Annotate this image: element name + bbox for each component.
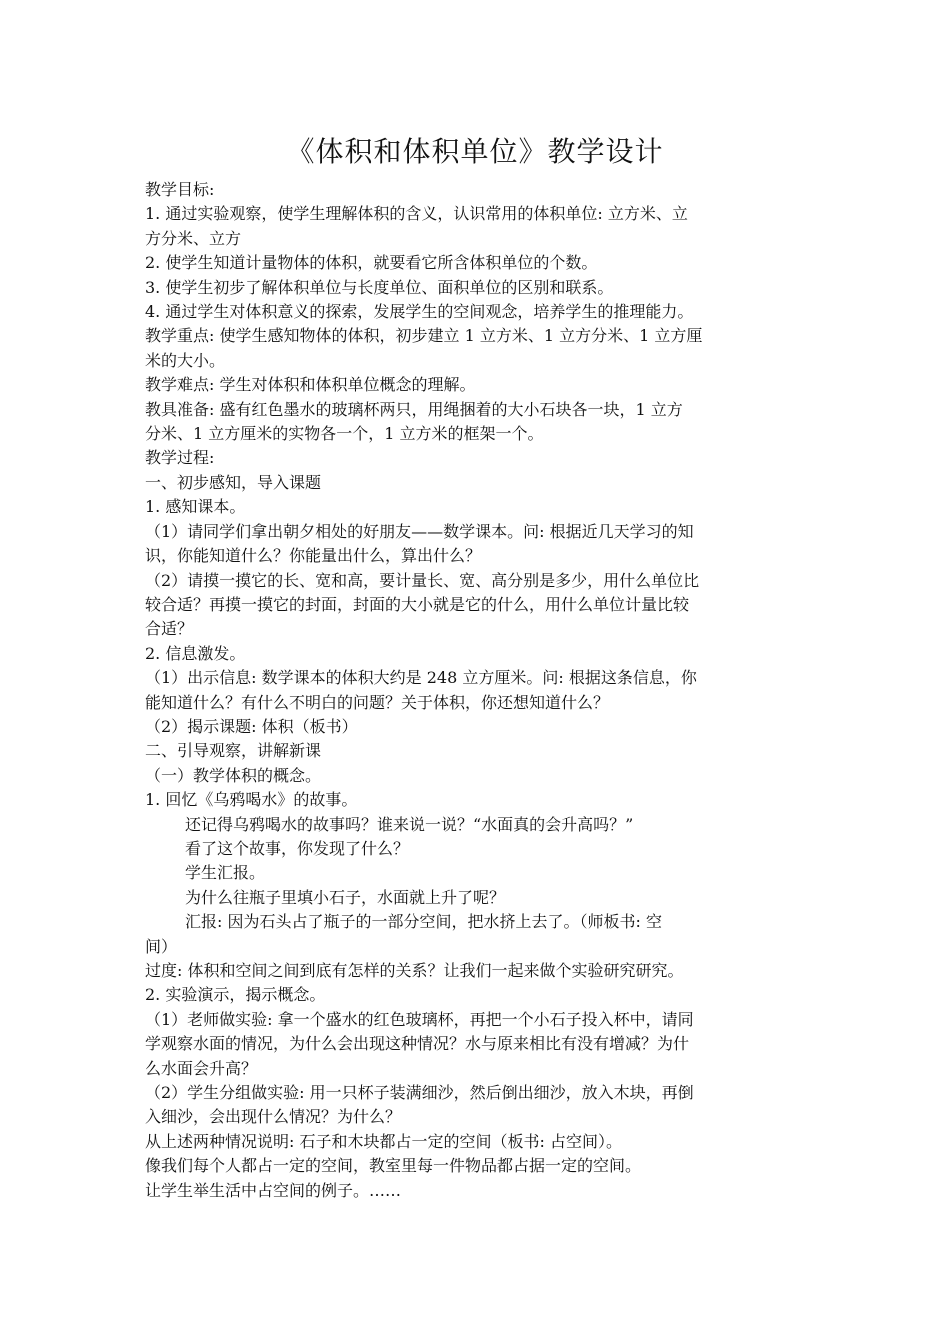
objective-3: 3. 使学生初步了解体积单位与长度单位、面积单位的区别和联系。 xyxy=(145,277,614,297)
step-2-item-2: （2）揭示课题: 体积（板书） xyxy=(145,716,358,736)
story-question: 还记得乌鸦喝水的故事吗？谁来说一说？“水面真的会升高吗？” xyxy=(185,814,634,834)
objective-1-line-1: 1. 通过实验观察，使学生理解体积的含义，认识常用的体积单位: 立方米、立 xyxy=(145,204,688,224)
heading-objectives: 教学目标: xyxy=(145,180,215,199)
step-2-item-1-line-1: （1）出示信息: 数学课本的体积大约是 248 立方厘米。问: 根据这条信息，你 xyxy=(145,668,697,688)
experiment-1-line-1: （1）老师做实验: 拿一个盛水的红色玻璃杯，再把一个小石子投入杯中，请同 xyxy=(145,1009,694,1029)
conclusion: 从上述两种情况说明: 石子和木块都占一定的空间（板书: 占空间）。 xyxy=(145,1131,622,1151)
objective-2: 2. 使学生知道计量物体的体积，就要看它所含体积单位的个数。 xyxy=(145,253,598,273)
student-report: 学生汇报。 xyxy=(185,863,266,883)
experiment-1-line-2: 学观察水面的情况，为什么会出现这种情况？水与原来相比有没有增减？为什 xyxy=(145,1034,690,1054)
key-points-line-2: 米的大小。 xyxy=(145,350,226,370)
report-line-1: 汇报: 因为石头占了瓶子的一部分空间，把水挤上去了。（师板书: 空 xyxy=(185,912,662,932)
example-prompt: 让学生举生活中占空间的例子。…… xyxy=(145,1180,402,1200)
transition: 过度: 体积和空间之间到底有怎样的关系？让我们一起来做个实验研究研究。 xyxy=(145,961,684,980)
step-1-item-1-line-1: （1）请同学们拿出朝夕相处的好朋友——数学课本。问: 根据近几天学习的知 xyxy=(145,521,694,541)
step-2-heading: 2. 信息激发。 xyxy=(145,643,246,663)
experiment-2-line-2: 入细沙，会出现什么情况？为什么？ xyxy=(145,1107,402,1127)
experiment-2-line-1: （2）学生分组做实验: 用一只杯子装满细沙，然后倒出细沙，放入木块，再倒 xyxy=(145,1083,694,1103)
step-1-item-2-line-3: 合适？ xyxy=(145,619,194,639)
section-2-heading: 二、引导观察，讲解新课 xyxy=(145,741,322,761)
key-points-line-1: 教学重点: 使学生感知物体的体积，初步建立 1 立方米、1 立方分米、1 立方厘 xyxy=(145,326,703,346)
step-1-item-1-line-2: 识，你能知道什么？你能量出什么，算出什么？ xyxy=(145,546,482,566)
step-1-item-2-line-1: （2）请摸一摸它的长、宽和高，要计量长、宽、高分别是多少，用什么单位比 xyxy=(145,570,700,590)
section-1-heading: 一、初步感知，导入课题 xyxy=(145,472,322,492)
step-2-item-1-line-2: 能知道什么？有什么不明白的问题？关于体积，你还想知道什么？ xyxy=(145,692,610,712)
story-discovery: 看了这个故事，你发现了什么？ xyxy=(185,838,410,858)
story-heading: 1. 回忆《乌鸦喝水》的故事。 xyxy=(145,790,358,810)
experiment-heading: 2. 实验演示，揭示概念。 xyxy=(145,985,326,1005)
difficulties: 教学难点: 学生对体积和体积单位概念的理解。 xyxy=(145,375,476,395)
why-question: 为什么往瓶子里填小石子，水面就上升了呢？ xyxy=(185,887,506,907)
document-body xyxy=(145,178,809,1203)
materials-line-1: 教具准备: 盛有红色墨水的玻璃杯两只，用绳捆着的大小石块各一块，1 立方 xyxy=(145,399,683,419)
heading-process: 教学过程: xyxy=(145,448,215,468)
report-line-2: 间） xyxy=(145,936,178,956)
experiment-1-line-3: 么水面会升高？ xyxy=(145,1058,258,1078)
document-title: 《体积和体积单位》教学设计 xyxy=(286,135,664,168)
example-statement: 像我们每个人都占一定的空间，教室里每一件物品都占据一定的空间。 xyxy=(145,1156,642,1176)
objective-4: 4. 通过学生对体积意义的探索，发展学生的空间观念，培养学生的推理能力。 xyxy=(145,302,694,322)
step-1-item-2-line-2: 较合适？再摸一摸它的封面，封面的大小就是它的什么，用什么单位计量比较 xyxy=(145,594,690,614)
subsection-1-heading: （一）教学体积的概念。 xyxy=(145,765,322,785)
materials-line-2: 分米、1 立方厘米的实物各一个，1 立方米的框架一个。 xyxy=(145,424,544,444)
objective-1-line-2: 方分米、立方 xyxy=(145,228,242,248)
step-1-heading: 1. 感知课本。 xyxy=(145,497,246,517)
